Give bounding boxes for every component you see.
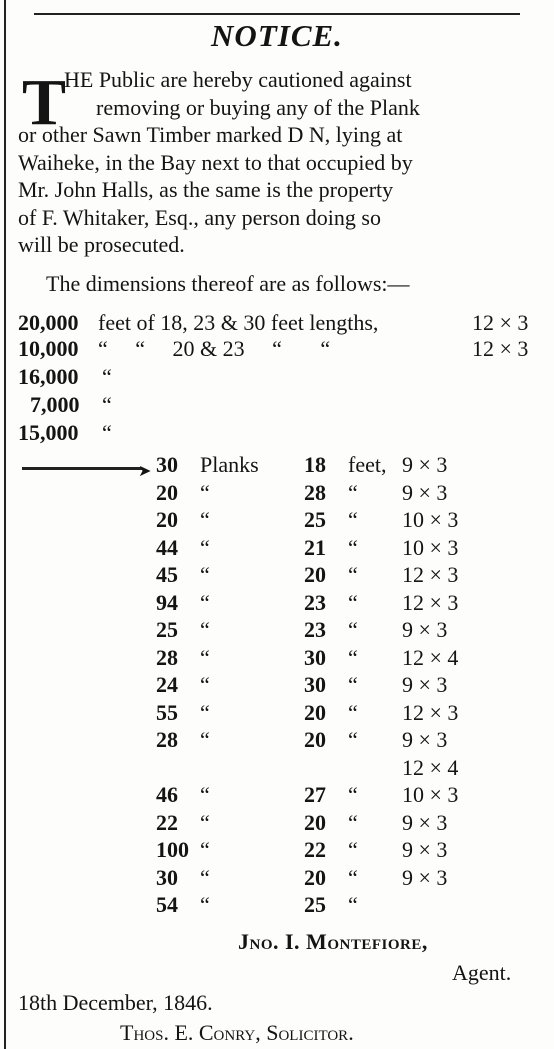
plank-row <box>0 452 554 479</box>
plank-feet: “ <box>348 809 358 835</box>
plank-row <box>0 645 554 672</box>
plank-unit: “ <box>200 864 210 890</box>
plank-length: 20 <box>304 562 326 587</box>
plank-length: 20 <box>304 809 326 835</box>
plank-row <box>0 480 554 507</box>
plank-length: 20 <box>304 864 326 890</box>
plank-size: 9 × 3 <box>402 479 448 505</box>
plank-size: 10 × 3 <box>402 534 459 560</box>
lengths-row <box>18 336 538 364</box>
plank-row <box>0 782 554 809</box>
plank-count: 44 <box>156 534 178 560</box>
lengths-qty: 15,000 <box>18 420 79 445</box>
body-line: or other Sawn Timber marked D N, lying at <box>18 122 403 147</box>
plank-row <box>0 755 554 782</box>
lengths-qty: 10,000 <box>18 336 79 361</box>
plank-feet: “ <box>348 617 358 642</box>
plank-row <box>0 810 554 837</box>
plank-feet: “ <box>348 562 358 587</box>
plank-unit: “ <box>200 617 210 642</box>
plank-count: 45 <box>156 562 178 587</box>
plank-length: 18 <box>304 452 326 477</box>
lengths-size: 12 × 3 <box>472 336 529 361</box>
signer-name: Jno. I. Montefiore, <box>238 929 428 954</box>
plank-length: 28 <box>304 479 326 505</box>
notice-date: 18th December, 1846. <box>18 990 213 1015</box>
plank-count: 30 <box>156 452 178 477</box>
plank-count: 94 <box>156 589 178 615</box>
plank-row <box>0 837 554 864</box>
plank-length: 27 <box>304 782 326 807</box>
plank-feet: “ <box>348 699 358 725</box>
plank-length: 30 <box>304 672 326 697</box>
arrow-icon: ➤ <box>138 461 152 480</box>
plank-size: 9 × 3 <box>402 617 448 642</box>
plank-count: 100 <box>156 837 189 862</box>
plank-length: 23 <box>304 589 326 615</box>
plank-row <box>0 507 554 534</box>
plank-row <box>0 562 554 589</box>
plank-count: 25 <box>156 617 178 642</box>
dimensions-intro: The dimensions thereof are as follows:— <box>46 271 410 296</box>
plank-row <box>0 535 554 562</box>
plank-unit: Planks <box>200 452 259 477</box>
signer-role: Agent. <box>452 960 512 985</box>
plank-feet: “ <box>348 837 358 862</box>
plank-count: 28 <box>156 727 178 752</box>
plank-unit: “ <box>200 589 210 615</box>
lengths-text: “ “ 20 & 23 “ “ <box>98 336 331 361</box>
plank-row <box>0 865 554 892</box>
plank-unit: “ <box>200 892 210 917</box>
plank-size: 10 × 3 <box>402 507 459 532</box>
lengths-qty: 16,000 <box>18 364 79 389</box>
plank-row <box>0 590 554 617</box>
plank-feet: “ <box>348 507 358 532</box>
lengths-qty: 7,000 <box>30 392 80 417</box>
plank-count: 20 <box>156 507 178 532</box>
plank-count: 20 <box>156 479 178 505</box>
body-line: HE Public are hereby cautioned against <box>64 67 412 92</box>
plank-size: 9 × 3 <box>402 809 448 835</box>
plank-feet: “ <box>348 479 358 505</box>
plank-count: 24 <box>156 672 178 697</box>
plank-unit: “ <box>200 782 210 807</box>
body-line: will be prosecuted. <box>18 232 185 257</box>
plank-row <box>0 700 554 727</box>
plank-count: 46 <box>156 782 178 807</box>
plank-row <box>0 892 554 919</box>
plank-feet: “ <box>348 892 358 917</box>
drop-cap: T <box>22 66 67 139</box>
plank-unit: “ <box>200 479 210 505</box>
plank-feet: “ <box>348 589 358 615</box>
plank-size: 12 × 3 <box>402 699 459 725</box>
plank-length: 30 <box>304 644 326 670</box>
plank-length: 22 <box>304 837 326 862</box>
plank-feet: “ <box>348 644 358 670</box>
lengths-text: feet of 18, 23 & 30 feet lengths, <box>98 310 379 335</box>
plank-unit: “ <box>200 727 210 752</box>
plank-size: 12 × 4 <box>402 754 459 780</box>
plank-unit: “ <box>200 562 210 587</box>
body-line: Waiheke, in the Bay next to that occupied by <box>18 149 413 175</box>
column-rule-top <box>34 13 520 15</box>
plank-row <box>0 617 554 644</box>
plank-feet: “ <box>348 534 358 560</box>
lengths-row <box>18 310 538 338</box>
plank-row <box>0 727 554 754</box>
plank-length: 25 <box>304 892 326 917</box>
plank-unit: “ <box>200 699 210 725</box>
plank-feet: feet, <box>348 452 387 477</box>
lengths-text: “ <box>102 364 112 389</box>
lengths-text: “ <box>102 392 112 417</box>
plank-length: 20 <box>304 699 326 725</box>
plank-unit: “ <box>200 809 210 835</box>
plank-length: 23 <box>304 617 326 642</box>
plank-size: 12 × 3 <box>402 562 459 587</box>
body-line: removing or buying any of the Plank <box>96 94 420 120</box>
plank-feet: “ <box>348 727 358 752</box>
lengths-qty: 20,000 <box>18 310 79 335</box>
plank-unit: “ <box>200 837 210 862</box>
solicitor-name: Thos. E. Conry, Solicitor. <box>120 1020 354 1045</box>
plank-size: 12 × 4 <box>402 644 459 670</box>
plank-size: 9 × 3 <box>402 727 448 752</box>
body-line: Mr. John Halls, as the same is the property <box>18 177 394 202</box>
plank-feet: “ <box>348 864 358 890</box>
plank-unit: “ <box>200 672 210 697</box>
plank-row <box>0 672 554 699</box>
plank-unit: “ <box>200 507 210 532</box>
plank-count: 30 <box>156 864 178 890</box>
plank-feet: “ <box>348 782 358 807</box>
planks-table <box>0 452 554 928</box>
lengths-row <box>18 364 538 392</box>
plank-unit: “ <box>200 644 210 670</box>
lengths-row <box>18 392 538 420</box>
lengths-row <box>18 420 538 448</box>
plank-size: 12 × 3 <box>402 589 459 615</box>
plank-count: 22 <box>156 809 178 835</box>
plank-size: 9 × 3 <box>402 672 448 697</box>
plank-size: 9 × 3 <box>402 864 448 890</box>
plank-count: 54 <box>156 892 178 917</box>
lengths-text: “ <box>102 420 112 445</box>
plank-feet: “ <box>348 672 358 697</box>
notice-title: NOTICE. <box>211 18 343 53</box>
lengths-table <box>18 310 538 450</box>
plank-length: 20 <box>304 727 326 752</box>
plank-length: 21 <box>304 534 326 560</box>
plank-size: 9 × 3 <box>402 837 448 862</box>
plank-size: 9 × 3 <box>402 452 448 477</box>
notice-body <box>18 66 538 259</box>
lengths-size: 12 × 3 <box>472 310 529 335</box>
plank-count: 55 <box>156 699 178 725</box>
body-line: of F. Whitaker, Esq., any person doing so <box>18 204 381 230</box>
plank-count: 28 <box>156 644 178 670</box>
plank-length: 25 <box>304 507 326 532</box>
plank-size: 10 × 3 <box>402 782 459 807</box>
plank-unit: “ <box>200 534 210 560</box>
